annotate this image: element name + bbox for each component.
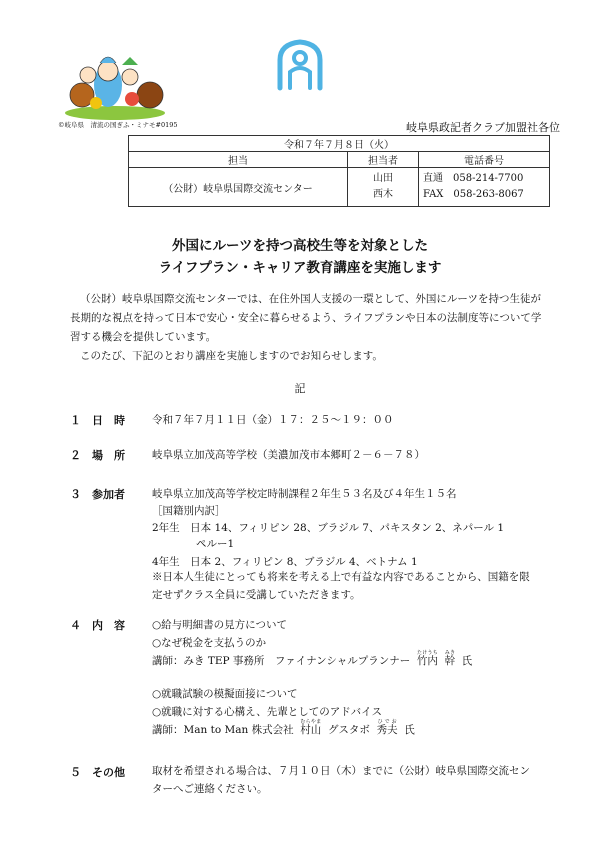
item-4-topic-2: ○なぜ税金を支払うのか [152,637,267,649]
item-4-topic-4: ○就職に対する心構え、先輩としてのアドバイス [152,706,382,718]
lecturer-2-honorific: 氏 [404,724,415,736]
phone-direct: 直通 058-214-7700 [423,173,524,184]
item-4-label: 内 容 [92,619,125,632]
lecturer-2-surname: 村山むらやま [300,719,322,736]
item-4-topic-3: ○就職試験の模擬面接について [152,688,298,700]
lecturer-1-org: 講師：みき TEP 事務所 ファイナンシャルプランナー [152,655,411,667]
item-3-label: 参加者 [92,488,125,501]
lecturer-2-middle: グスタボ [327,724,370,736]
title-line-1: 外国にルーツを持つ高校生等を対象とした [172,238,428,254]
intro-paragraph-2: このたび、下記のとおり講座を実施しますのでお知らせします。 [80,350,383,362]
item-1-number: １ [70,414,81,427]
person-nishiki: 西木 [373,189,393,200]
lecturer-2-given-name: 秀夫ひでお [376,719,398,736]
dept-cell: （公財）岐阜県国際交流センター [129,168,348,207]
item-1-label: 日 時 [92,414,125,427]
release-date: 令和７年７月８日（火） [129,136,550,152]
item-3-number: ３ [70,488,81,501]
item-2-venue: 岐阜県立加茂高等学校（美濃加茂市本郷町２－６－７８） [152,449,425,461]
item-4-lecturer-1 [152,650,472,668]
minamo-mascot-illustration [60,55,170,121]
item-3-grade2-cont: ペルー1 [196,538,235,550]
col-header-person: 担当者 [348,152,419,168]
lecturer-2-org: 講師：Man to Man 株式会社 [152,724,294,736]
organization-logo-icon [270,38,330,94]
title-line-2: ライフプラン・キャリア教育講座を実施します [158,260,442,276]
mascot-credit: ©岐阜県 清流の国ぎふ・ミナモ#0195 [58,121,178,129]
item-4-number: ４ [70,619,81,632]
item-1-datetime: 令和７年７月１１日（金）１７：２５～１９：００ [152,414,394,426]
item-3-participants: 岐阜県立加茂高等学校定時制課程２年生５３名及び４年生１５名 [152,488,457,500]
item-3-note: ※日本人生徒にとっても将来を考える上で有益な内容であることから、国籍を限定せずクラス全員に受講していただきます。 [152,571,530,601]
lecturer-1-surname: 竹内たけうち [416,650,438,667]
item-3-grade4: 4年生 日本 2、フィリピン 8、ブラジル 4、ベトナム 1 [152,556,418,568]
col-header-phone: 電話番号 [419,152,550,168]
item-2-number: ２ [70,449,81,462]
lecturer-1-given-name: 幹みき [444,650,456,667]
item-5-other: 取材を希望される場合は、７月１０日（木）までに（公財）岐阜県国際交流センターへご連絡ください。 [152,765,530,795]
phone-cell [419,168,550,207]
item-3-grade2: 2年生 日本 14、フィリピン 28、ブラジル 7、パキスタン 2、ネパール 1 [152,522,505,534]
contact-table [128,135,550,207]
item-4-topic-1: ○給与明細書の見方について [152,619,287,631]
lecturer-1-honorific: 氏 [461,655,473,667]
addressee: 岐阜県政記者クラブ加盟社各位 [406,121,560,134]
item-5-number: ５ [70,766,81,779]
item-5-label: その他 [92,766,125,779]
col-header-dept: 担当 [129,152,348,168]
item-4-lecturer-2 [152,719,415,737]
phone-fax: FAX 058-263-8067 [423,189,524,200]
person-yamada: 山田 [373,173,393,184]
intro-paragraph-1: （公財）岐阜県国際交流センターでは、在住外国人支援の一環として、外国にルーツを持つ生徒が長期的な視点を持って日本で安心・安全に暮らせるよう、ライフプランや日本の法制度等について学習する機会を提供しています。 [70,293,542,343]
ki-heading: 記 [294,382,306,395]
item-2-label: 場 所 [92,449,125,462]
item-3-breakdown-heading: ［国籍別内訳］ [152,505,226,517]
person-cell [348,168,419,207]
